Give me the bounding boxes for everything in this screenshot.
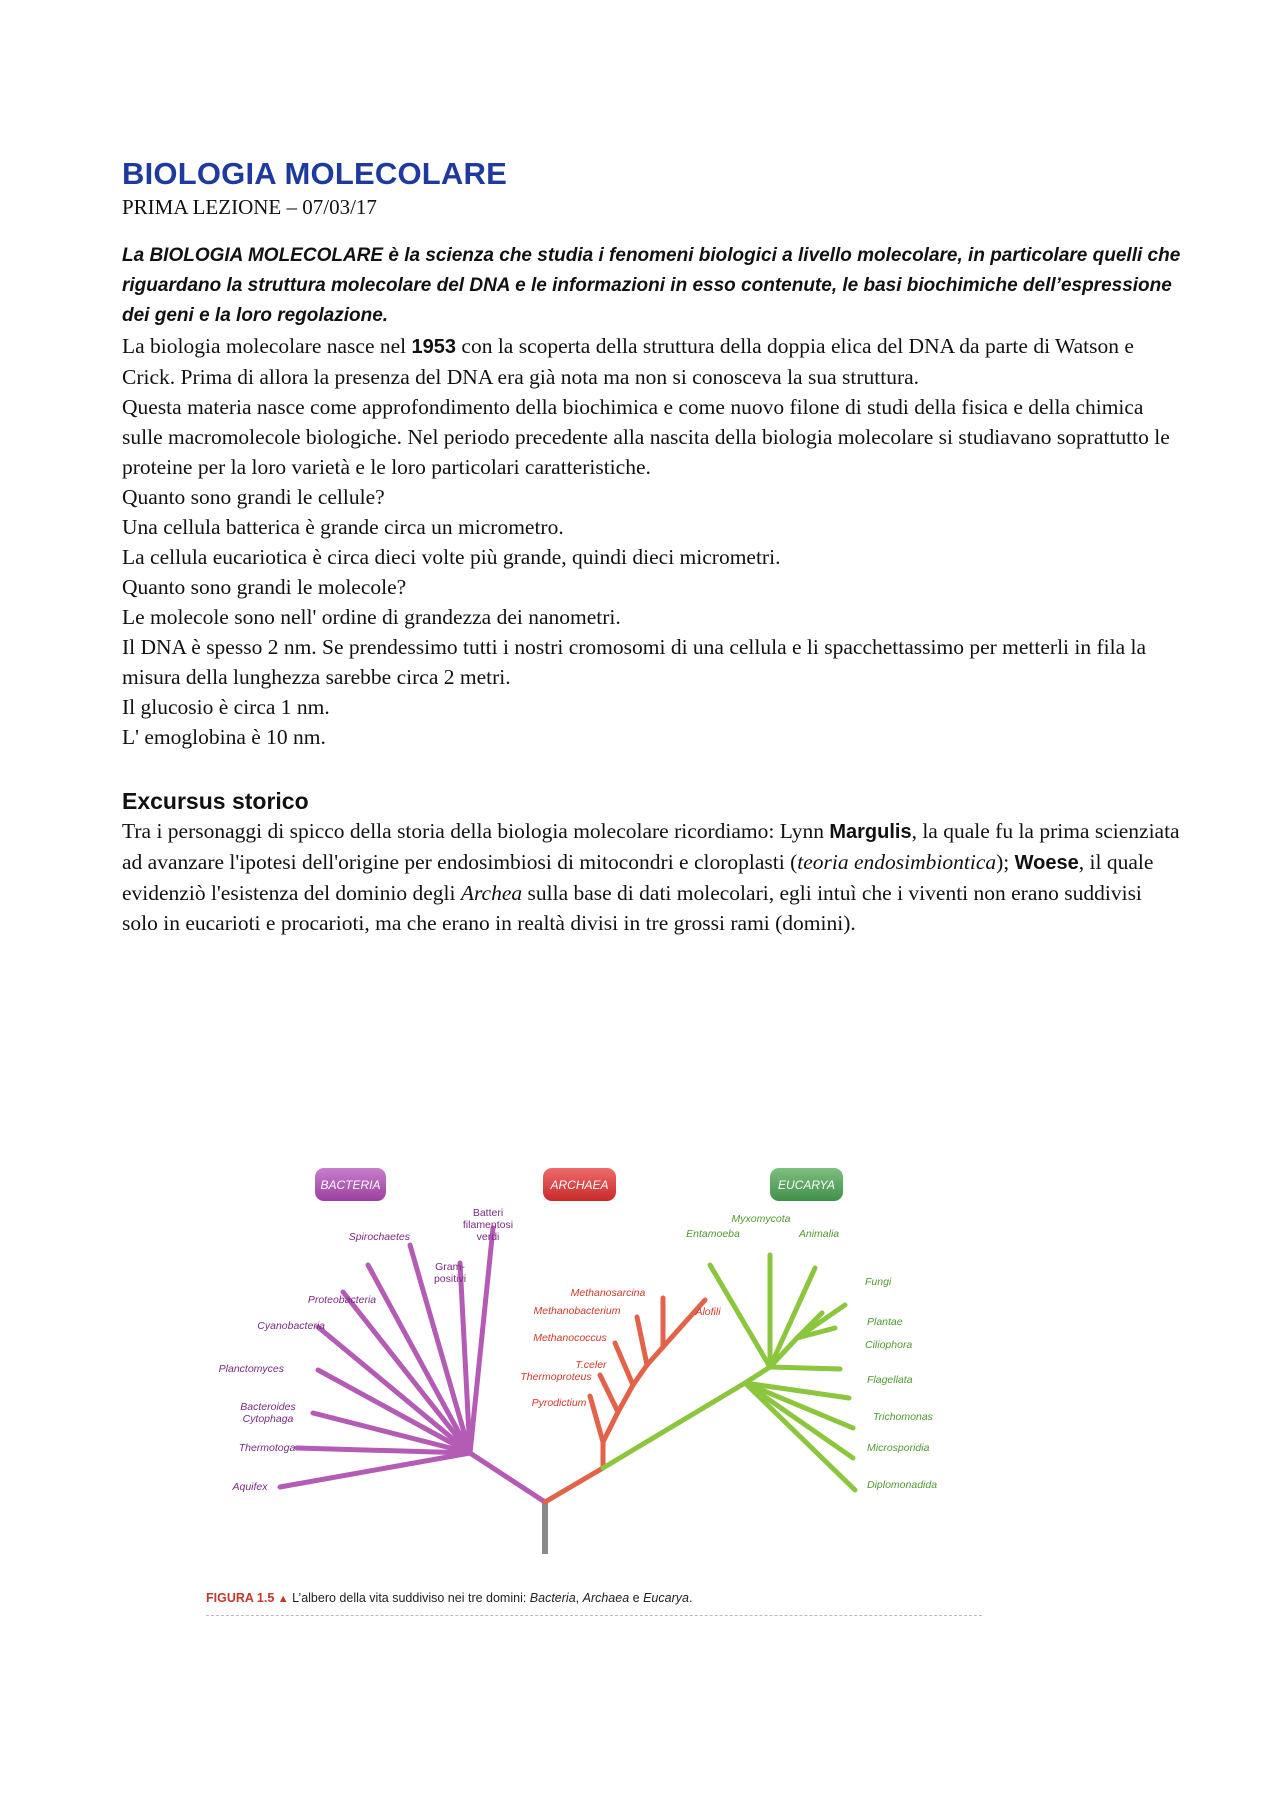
term-archea: Archea	[460, 881, 523, 905]
intro-text-end: con la scoperta della struttura della doppia elica del DNA da parte di Watson e Crick. Prima di allora la presenza del DNA era già nota ma non si conosceva la sua struttura.	[122, 334, 1134, 389]
taxon-gram-line2: positivi	[433, 1273, 467, 1285]
taxon-thermoproteus: Thermoproteus	[520, 1371, 592, 1383]
name-woese: Woese	[1014, 852, 1079, 874]
body-paragraph: Il glucosio è circa 1 nm.	[122, 695, 330, 719]
taxon-entamoeba: Entamoeba	[686, 1228, 740, 1240]
taxon-alofili: Alofili	[695, 1306, 721, 1318]
body-paragraph: Quanto sono grandi le molecole?	[122, 575, 407, 599]
history-paragraph	[122, 816, 1182, 938]
body-paragraph: Questa materia nasce come approfondimento della biochimica e come nuovo filone di studi della fisica e della chimica sulle macromolecole biologiche. Nel periodo precedente alla nascita della biologia molecolare si studiavano soprattutto le proteine per la loro varietà e le loro particolari caratteristiche.	[122, 395, 1170, 479]
intro-paragraph	[122, 331, 1182, 392]
taxon-plantae: Plantae	[867, 1316, 903, 1328]
caption-domain-bacteria: Bacteria	[529, 1591, 576, 1605]
section-heading: Excursus storico	[122, 788, 309, 814]
taxon-thermotoga: Thermotoga	[238, 1442, 296, 1454]
caption-arrow-icon: ▲	[277, 1593, 289, 1605]
body-paragraph: Il DNA è spesso 2 nm. Se prendessimo tutti i nostri cromosomi di una cellula e li spacchettassimo per metterli in fila la misura della lunghezza sarebbe circa 2 metri.	[122, 635, 1147, 689]
caption-label: FIGURA 1.5	[206, 1591, 275, 1605]
taxon-bacteroides-line2: Cytophaga	[242, 1413, 294, 1425]
tree-of-life-diagram	[185, 1080, 985, 1580]
history-text	[122, 816, 1182, 938]
taxon-ciliophora: Ciliophora	[865, 1339, 913, 1351]
taxon-flagellata: Flagellata	[867, 1374, 913, 1386]
caption-text: L’albero della vita suddiviso nei tre domini:	[288, 1591, 530, 1605]
body-paragraph: L' emoglobina è 10 nm.	[122, 725, 326, 749]
history-text-3: );	[996, 850, 1015, 874]
taxon-fungi: Fungi	[865, 1276, 892, 1288]
bacteria-branches	[280, 1228, 545, 1502]
taxon-methanobacterium: Methanobacterium	[533, 1305, 621, 1317]
body-paragraph: Quanto sono grandi le cellule?	[122, 485, 385, 509]
taxon-tceler: T.celer	[575, 1359, 607, 1371]
taxon-batteri-line2: filamentosi	[462, 1219, 514, 1231]
intro-year: 1953	[411, 336, 457, 358]
taxon-batteri-line1: Batteri	[472, 1207, 504, 1219]
name-margulis: Margulis	[829, 821, 912, 843]
definition-paragraph: La BIOLOGIA MOLECOLARE è la scienza che studia i fenomeni biologici a livello molecolare, in particolare quelli che riguardano la struttura molecolare del DNA e le informazioni in esso contenute, le basi biochimiche dell’espressione dei geni e la loro regolazione.	[122, 245, 1181, 326]
taxon-gram-line1: Gram-	[435, 1261, 465, 1273]
domain-label-bacteria: BACTERIA	[320, 1178, 381, 1192]
caption-separator: ,	[575, 1591, 583, 1605]
history-text-4: , il quale evidenziò l'esistenza del dominio degli	[122, 850, 1154, 905]
lesson-subtitle: PRIMA LEZIONE – 07/03/17	[122, 195, 377, 219]
domain-label-archaea: ARCHAEA	[550, 1178, 609, 1192]
taxon-methanococcus: Methanococcus	[533, 1332, 607, 1344]
figure-caption	[206, 1591, 692, 1605]
term-endosymbiotic: teoria endosimbiontica	[797, 850, 997, 874]
body-text	[122, 331, 1182, 752]
taxon-spirochaetes: Spirochaetes	[348, 1231, 410, 1243]
body-paragraph: Una cellula batterica è grande circa un micrometro.	[122, 515, 564, 539]
caption-domain-archaea: Archaea	[582, 1591, 630, 1605]
caption-end: .	[688, 1591, 693, 1605]
taxon-trichomonas: Trichomonas	[873, 1411, 933, 1423]
intro-text-start: La biologia molecolare nasce nel	[122, 334, 412, 358]
taxon-microsporidia: Microsporidia	[867, 1442, 930, 1454]
history-text-2: , la quale fu la prima scienziata ad avanzare l'ipotesi dell'origine per endosimbiosi di mitocondri e cloroplasti (	[122, 819, 1180, 874]
body-paragraph: La cellula eucariotica è circa dieci volte più grande, quindi dieci micrometri.	[122, 545, 781, 569]
taxon-pyrodictium: Pyrodictium	[531, 1397, 587, 1409]
taxon-animalia: Animalia	[798, 1228, 840, 1240]
taxon-planctomyces: Planctomyces	[218, 1363, 284, 1375]
history-text-5: sulla base di dati molecolari, egli intuì che i viventi non erano suddivisi solo in eucarioti e procarioti, ma che erano in realtà divisi in tre grossi rami (domini).	[122, 881, 1142, 935]
tree-of-life-figure	[185, 1080, 985, 1620]
archaea-labels	[520, 1287, 721, 1409]
body-paragraph: Le molecole sono nell' ordine di grandezza dei nanometri.	[122, 605, 621, 629]
taxon-methanosarcina: Methanosarcina	[570, 1287, 646, 1299]
taxon-cyanobacteria: Cyanobacteria	[257, 1320, 325, 1332]
taxon-bacteroides-line1: Bacteroides	[240, 1401, 296, 1413]
document-page	[122, 155, 1182, 938]
document-title: BIOLOGIA MOLECOLARE	[122, 156, 507, 191]
taxon-diplomonadida: Diplomonadida	[867, 1479, 938, 1491]
taxon-myxomycota: Myxomycota	[731, 1213, 791, 1225]
taxon-batteri-line3: verdi	[476, 1231, 500, 1243]
domain-label-eucarya: EUCARYA	[778, 1178, 835, 1192]
taxon-aquifex: Aquifex	[232, 1481, 268, 1493]
taxon-proteobacteria: Proteobacteria	[307, 1294, 377, 1306]
caption-divider	[206, 1615, 982, 1616]
caption-separator: e	[629, 1591, 644, 1605]
caption-domain-eucarya: Eucarya	[643, 1591, 689, 1605]
history-text-1: Tra i personaggi di spicco della storia della biologia molecolare ricordiamo: Lynn	[122, 819, 830, 843]
